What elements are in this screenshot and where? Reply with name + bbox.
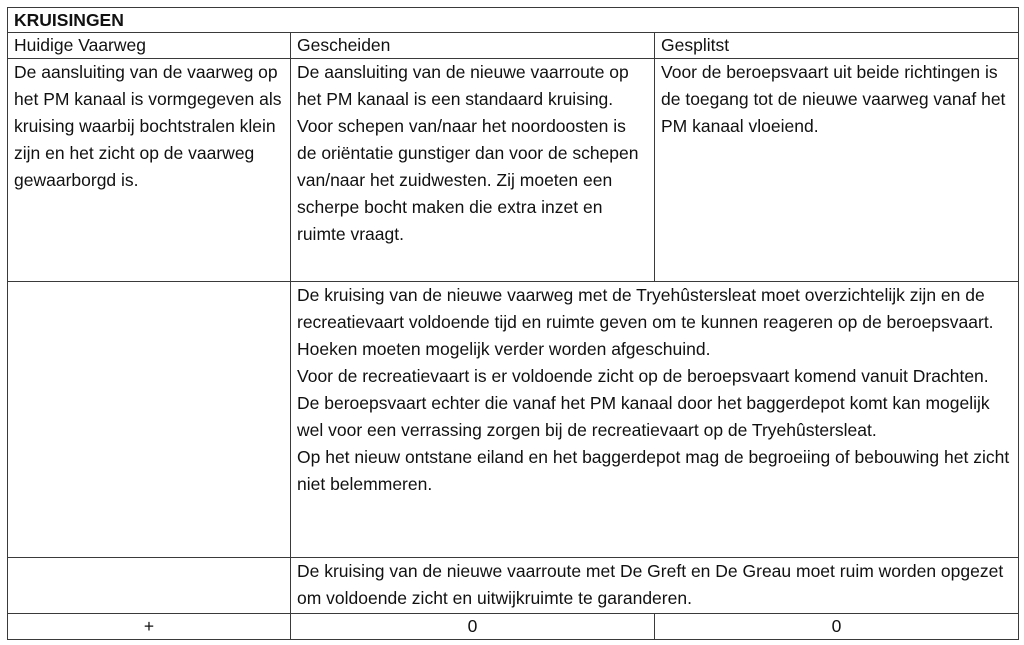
cell-huidige-tryehustersleat	[8, 281, 291, 557]
header-row	[8, 33, 1019, 58]
title-row	[8, 8, 1019, 33]
table-row	[8, 557, 1019, 613]
header-gesplitst: Gesplitst	[655, 33, 1019, 58]
cell-tryehustersleat-merged	[291, 281, 1019, 557]
cell-huidige-aansluiting: De aansluiting van de vaarweg op het PM kanaal is vormgegeven als kruising waarbij bochtstralen klein zijn en het zicht op de vaarweg gewaarborgd is.	[8, 58, 291, 281]
paragraph: Op het nieuw ontstane eiland en het baggerdepot mag de begroeiing of bebouwing het zicht niet belemmeren.	[297, 446, 1010, 494]
score-row	[8, 613, 1019, 639]
header-huidige-vaarweg: Huidige Vaarweg	[8, 33, 291, 58]
header-gescheiden: Gescheiden	[291, 33, 655, 58]
score-gescheiden: 0	[291, 613, 655, 639]
cell-greft-merged: De kruising van de nieuwe vaarroute met De Greft en De Greau moet ruim worden opgezet om voldoende zicht en uitwijkruimte te garanderen.	[291, 557, 1019, 613]
paragraph: De kruising van de nieuwe vaarweg met de Tryehûstersleat moet overzichtelijk zijn en de recreatievaart voldoende tijd en ruimte geven om te kunnen reageren op de beroepsvaart. Hoeken moeten mogelijk verder worden afgeschuind.	[297, 284, 994, 359]
table-row	[8, 58, 1019, 281]
score-huidige-vaarweg: +	[8, 613, 291, 639]
kruisingen-table	[7, 7, 1019, 640]
cell-huidige-greft	[8, 557, 291, 613]
score-gesplitst: 0	[655, 613, 1019, 639]
cell-gesplitst-aansluiting: Voor de beroepsvaart uit beide richtingen is de toegang tot de nieuwe vaarweg vanaf het PM kanaal vloeiend.	[655, 58, 1019, 281]
cell-gescheiden-aansluiting: De aansluiting van de nieuwe vaarroute op het PM kanaal is een standaard kruising. Voor schepen van/naar het noordoosten is de oriëntatie gunstiger dan voor de schepen van/naar het zuidwesten. Zij moeten een scherpe bocht maken die extra inzet en ruimte vraagt.	[291, 58, 655, 281]
table-title: KRUISINGEN	[8, 8, 1019, 33]
paragraph: Voor de recreatievaart is er voldoende zicht op de beroepsvaart komend vanuit Drachten. De beroepsvaart echter die vanaf het PM kanaal door het baggerdepot komt kan mogelijk wel voor een verrassing zorgen bij de recreatievaart op de Tryehûstersleat.	[297, 365, 990, 440]
table-row	[8, 281, 1019, 557]
